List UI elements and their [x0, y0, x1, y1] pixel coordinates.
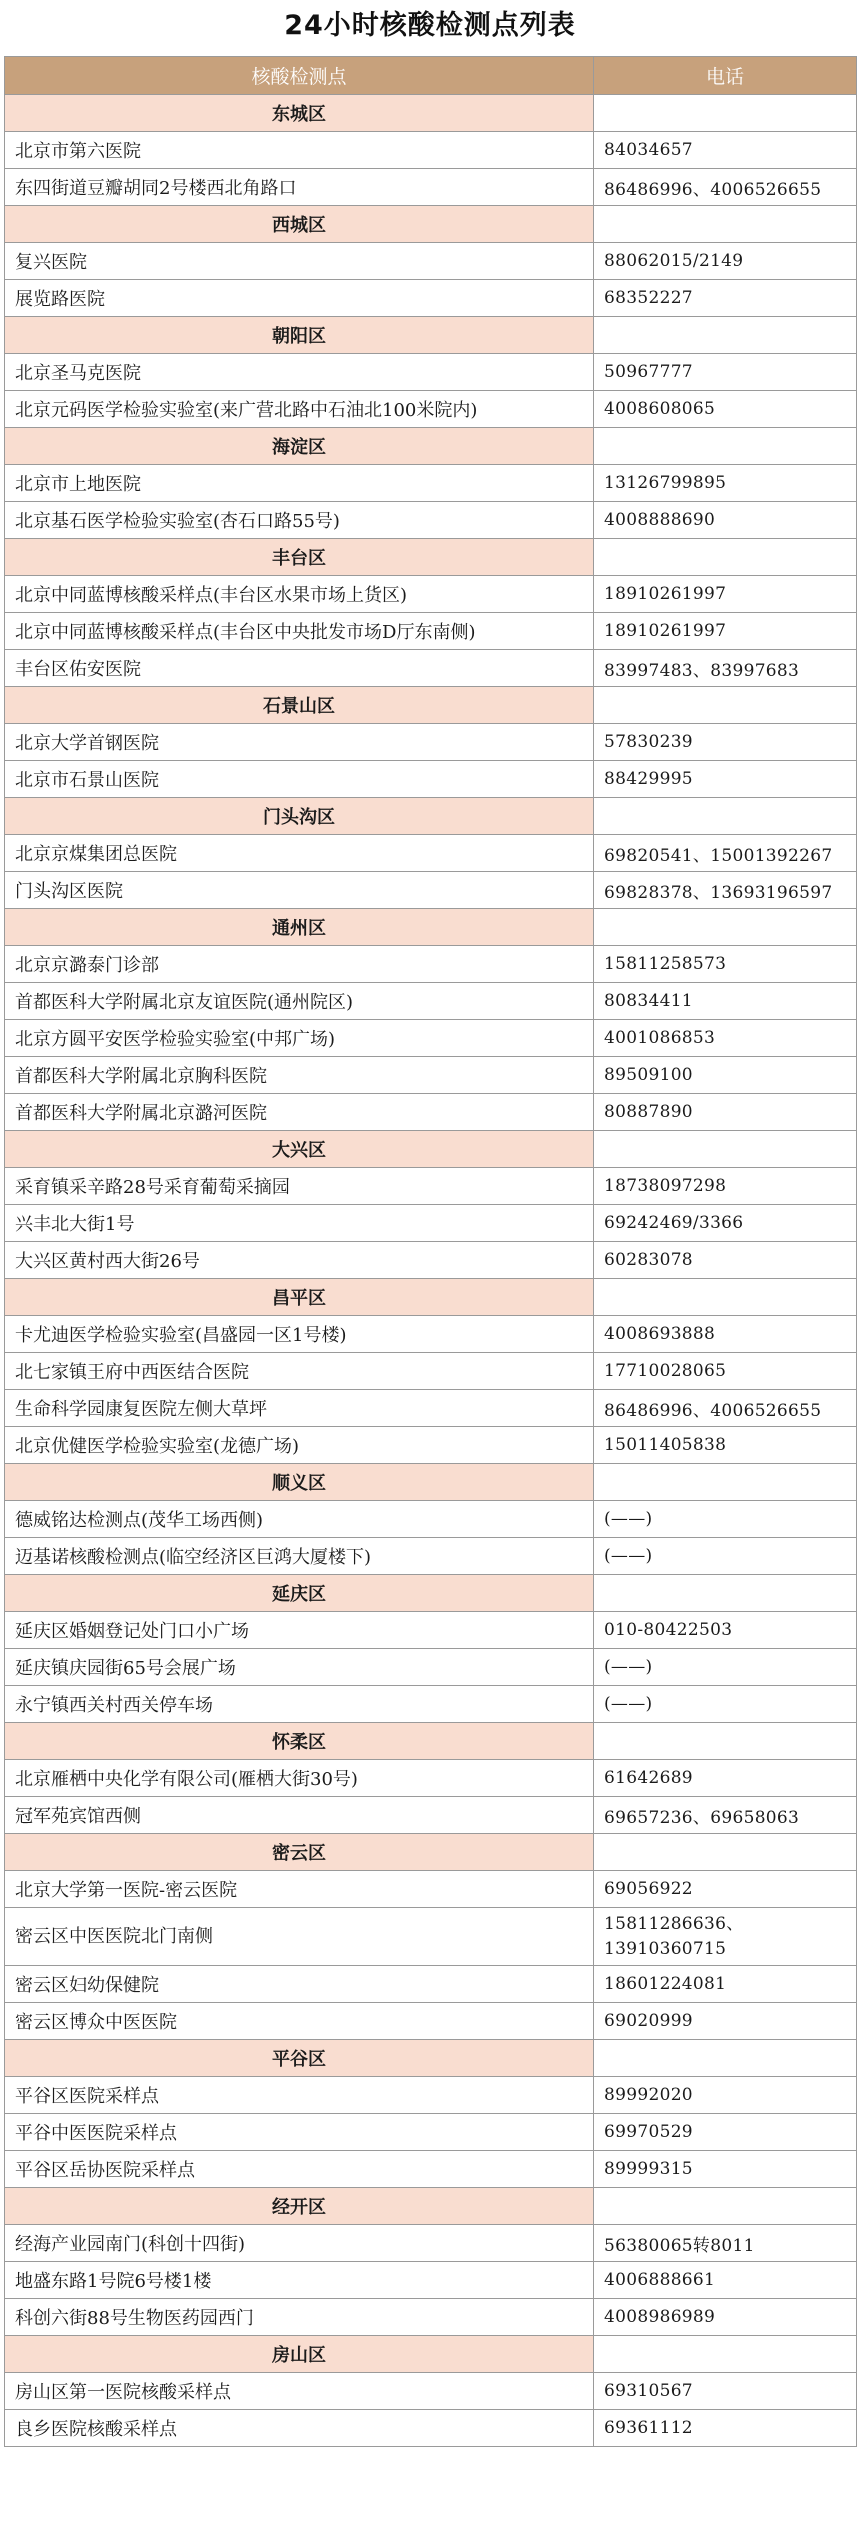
- district-name: 石景山区: [5, 687, 594, 724]
- table-row: [5, 983, 857, 1020]
- phone-cell: (——): [594, 1686, 857, 1723]
- table-row: [5, 1390, 857, 1427]
- district-phone-cell: [594, 909, 857, 946]
- table-row: [5, 502, 857, 539]
- table-row: [5, 1760, 857, 1797]
- district-row: [5, 1723, 857, 1760]
- district-name: 房山区: [5, 2336, 594, 2373]
- site-cell: 北京中同蓝博核酸采样点(丰台区中央批发市场D厅东南侧): [5, 613, 594, 650]
- site-cell: 冠军苑宾馆西侧: [5, 1797, 594, 1834]
- district-phone-cell: [594, 1723, 857, 1760]
- district-name: 丰台区: [5, 539, 594, 576]
- site-cell: 卡尤迪医学检验实验室(昌盛园一区1号楼): [5, 1316, 594, 1353]
- table-row: [5, 354, 857, 391]
- phone-cell: 83997483、83997683: [594, 650, 857, 687]
- phone-cell: 15011405838: [594, 1427, 857, 1464]
- site-cell: 北京大学第一医院-密云医院: [5, 1871, 594, 1908]
- site-cell: 延庆区婚姻登记处门口小广场: [5, 1612, 594, 1649]
- phone-cell: 89509100: [594, 1057, 857, 1094]
- table-row: [5, 2003, 857, 2040]
- district-name: 经开区: [5, 2188, 594, 2225]
- phone-cell: 4008888690: [594, 502, 857, 539]
- table-row: [5, 2410, 857, 2447]
- district-row: [5, 317, 857, 354]
- site-cell: 良乡医院核酸采样点: [5, 2410, 594, 2447]
- district-name: 昌平区: [5, 1279, 594, 1316]
- district-phone-cell: [594, 687, 857, 724]
- phone-cell: 57830239: [594, 724, 857, 761]
- header-phone: 电话: [594, 57, 857, 95]
- page-title: 24小时核酸检测点列表: [284, 10, 576, 41]
- phone-cell: 88429995: [594, 761, 857, 798]
- district-phone-cell: [594, 2188, 857, 2225]
- phone-cell: 69657236、69658063: [594, 1797, 857, 1834]
- table-header-row: [5, 57, 857, 95]
- phone-cell: (——): [594, 1538, 857, 1575]
- phone-cell: 69820541、15001392267: [594, 835, 857, 872]
- district-row: [5, 1279, 857, 1316]
- table-row: [5, 835, 857, 872]
- site-cell: 丰台区佑安医院: [5, 650, 594, 687]
- test-site-table: [4, 56, 857, 2447]
- district-row: [5, 909, 857, 946]
- phone-cell: 80887890: [594, 1094, 857, 1131]
- district-name: 西城区: [5, 206, 594, 243]
- table-body: [5, 95, 857, 2447]
- site-cell: 复兴医院: [5, 243, 594, 280]
- site-cell: 北京基石医学检验实验室(杏石口路55号): [5, 502, 594, 539]
- district-row: [5, 1464, 857, 1501]
- district-name: 通州区: [5, 909, 594, 946]
- table-row: [5, 2077, 857, 2114]
- district-name: 海淀区: [5, 428, 594, 465]
- district-row: [5, 2040, 857, 2077]
- table-row: [5, 650, 857, 687]
- district-phone-cell: [594, 2336, 857, 2373]
- phone-cell: 50967777: [594, 354, 857, 391]
- phone-cell: 69828378、13693196597: [594, 872, 857, 909]
- phone-cell: 15811286636、13910360715: [594, 1908, 857, 1966]
- district-row: [5, 1834, 857, 1871]
- table-row: [5, 2299, 857, 2336]
- table-row: [5, 132, 857, 169]
- site-cell: 北京优健医学检验实验室(龙德广场): [5, 1427, 594, 1464]
- phone-cell: 4008608065: [594, 391, 857, 428]
- table-row: [5, 872, 857, 909]
- district-row: [5, 2336, 857, 2373]
- phone-cell: 69056922: [594, 1871, 857, 1908]
- site-cell: 生命科学园康复医院左侧大草坪: [5, 1390, 594, 1427]
- table-row: [5, 1871, 857, 1908]
- district-phone-cell: [594, 95, 857, 132]
- site-cell: 展览路医院: [5, 280, 594, 317]
- phone-cell: 18601224081: [594, 1966, 857, 2003]
- table-row: [5, 1316, 857, 1353]
- site-cell: 北京大学首钢医院: [5, 724, 594, 761]
- site-cell: 密云区妇幼保健院: [5, 1966, 594, 2003]
- site-cell: 大兴区黄村西大街26号: [5, 1242, 594, 1279]
- site-cell: 北京市第六医院: [5, 132, 594, 169]
- phone-cell: 69020999: [594, 2003, 857, 2040]
- site-cell: 房山区第一医院核酸采样点: [5, 2373, 594, 2410]
- district-name: 延庆区: [5, 1575, 594, 1612]
- phone-cell: 69242469/3366: [594, 1205, 857, 1242]
- site-cell: 地盛东路1号院6号楼1楼: [5, 2262, 594, 2299]
- district-row: [5, 1575, 857, 1612]
- table-row: [5, 576, 857, 613]
- district-name: 平谷区: [5, 2040, 594, 2077]
- district-phone-cell: [594, 1575, 857, 1612]
- phone-cell: 84034657: [594, 132, 857, 169]
- table-row: [5, 1649, 857, 1686]
- phone-cell: 61642689: [594, 1760, 857, 1797]
- site-cell: 北京雁栖中央化学有限公司(雁栖大街30号): [5, 1760, 594, 1797]
- site-cell: 首都医科大学附属北京潞河医院: [5, 1094, 594, 1131]
- site-cell: 北七家镇王府中西医结合医院: [5, 1353, 594, 1390]
- district-phone-cell: [594, 798, 857, 835]
- site-cell: 密云区博众中医医院: [5, 2003, 594, 2040]
- table-row: [5, 1686, 857, 1723]
- phone-cell: 56380065转8011: [594, 2225, 857, 2262]
- header-site: 核酸检测点: [5, 57, 594, 95]
- table-row: [5, 280, 857, 317]
- site-cell: 平谷区医院采样点: [5, 2077, 594, 2114]
- site-cell: 首都医科大学附属北京友谊医院(通州院区): [5, 983, 594, 1020]
- phone-cell: 68352227: [594, 280, 857, 317]
- phone-cell: 4008693888: [594, 1316, 857, 1353]
- phone-cell: 4008986989: [594, 2299, 857, 2336]
- table-row: [5, 1612, 857, 1649]
- table-row: [5, 1908, 857, 1966]
- district-phone-cell: [594, 539, 857, 576]
- district-name: 顺义区: [5, 1464, 594, 1501]
- site-cell: 迈基诺核酸检测点(临空经济区巨鸿大厦楼下): [5, 1538, 594, 1575]
- table-row: [5, 724, 857, 761]
- district-phone-cell: [594, 2040, 857, 2077]
- phone-cell: (——): [594, 1501, 857, 1538]
- phone-cell: 4001086853: [594, 1020, 857, 1057]
- phone-cell: 15811258573: [594, 946, 857, 983]
- district-name: 怀柔区: [5, 1723, 594, 1760]
- site-cell: 门头沟区医院: [5, 872, 594, 909]
- table-row: [5, 391, 857, 428]
- table-row: [5, 946, 857, 983]
- site-cell: 北京市上地医院: [5, 465, 594, 502]
- table-row: [5, 1538, 857, 1575]
- district-row: [5, 687, 857, 724]
- phone-cell: 89999315: [594, 2151, 857, 2188]
- table-row: [5, 1020, 857, 1057]
- table-row: [5, 169, 857, 206]
- table-row: [5, 465, 857, 502]
- site-cell: 永宁镇西关村西关停车场: [5, 1686, 594, 1723]
- table-row: [5, 243, 857, 280]
- table-row: [5, 1966, 857, 2003]
- phone-cell: 60283078: [594, 1242, 857, 1279]
- district-phone-cell: [594, 428, 857, 465]
- phone-cell: 89992020: [594, 2077, 857, 2114]
- table-row: [5, 1094, 857, 1131]
- site-cell: 北京京潞泰门诊部: [5, 946, 594, 983]
- phone-cell: 4006888661: [594, 2262, 857, 2299]
- district-phone-cell: [594, 1464, 857, 1501]
- district-row: [5, 1131, 857, 1168]
- table-row: [5, 1353, 857, 1390]
- district-name: 大兴区: [5, 1131, 594, 1168]
- table-row: [5, 2151, 857, 2188]
- phone-cell: 86486996、4006526655: [594, 169, 857, 206]
- district-phone-cell: [594, 206, 857, 243]
- phone-cell: 69970529: [594, 2114, 857, 2151]
- district-row: [5, 428, 857, 465]
- district-phone-cell: [594, 317, 857, 354]
- site-cell: 德威铭达检测点(茂华工场西侧): [5, 1501, 594, 1538]
- table-row: [5, 1242, 857, 1279]
- district-row: [5, 798, 857, 835]
- site-cell: 密云区中医医院北门南侧: [5, 1908, 594, 1966]
- site-cell: 经海产业园南门(科创十四街): [5, 2225, 594, 2262]
- district-phone-cell: [594, 1131, 857, 1168]
- district-name: 东城区: [5, 95, 594, 132]
- site-cell: 北京方圆平安医学检验实验室(中邦广场): [5, 1020, 594, 1057]
- site-cell: 平谷中医医院采样点: [5, 2114, 594, 2151]
- phone-cell: (——): [594, 1649, 857, 1686]
- site-cell: 北京中同蓝博核酸采样点(丰台区水果市场上货区): [5, 576, 594, 613]
- table-row: [5, 2373, 857, 2410]
- site-cell: 首都医科大学附属北京胸科医院: [5, 1057, 594, 1094]
- table-row: [5, 1168, 857, 1205]
- table-row: [5, 2225, 857, 2262]
- phone-cell: 010-80422503: [594, 1612, 857, 1649]
- phone-cell: 69310567: [594, 2373, 857, 2410]
- district-row: [5, 2188, 857, 2225]
- phone-cell: 18910261997: [594, 576, 857, 613]
- site-cell: 延庆镇庆园街65号会展广场: [5, 1649, 594, 1686]
- phone-cell: 88062015/2149: [594, 243, 857, 280]
- district-name: 朝阳区: [5, 317, 594, 354]
- site-cell: 东四街道豆瓣胡同2号楼西北角路口: [5, 169, 594, 206]
- district-name: 门头沟区: [5, 798, 594, 835]
- district-row: [5, 206, 857, 243]
- district-row: [5, 539, 857, 576]
- table-row: [5, 1205, 857, 1242]
- phone-cell: 80834411: [594, 983, 857, 1020]
- site-cell: 采育镇采辛路28号采育葡萄采摘园: [5, 1168, 594, 1205]
- site-cell: 北京元码医学检验实验室(来广营北路中石油北100米院内): [5, 391, 594, 428]
- table-row: [5, 2114, 857, 2151]
- table-row: [5, 1797, 857, 1834]
- table-row: [5, 761, 857, 798]
- table-row: [5, 1501, 857, 1538]
- site-cell: 平谷区岳协医院采样点: [5, 2151, 594, 2188]
- phone-cell: 86486996、4006526655: [594, 1390, 857, 1427]
- site-cell: 北京京煤集团总医院: [5, 835, 594, 872]
- phone-cell: 17710028065: [594, 1353, 857, 1390]
- site-cell: 北京市石景山医院: [5, 761, 594, 798]
- phone-cell: 18910261997: [594, 613, 857, 650]
- table-row: [5, 2262, 857, 2299]
- phone-cell: 18738097298: [594, 1168, 857, 1205]
- table-row: [5, 1427, 857, 1464]
- table-row: [5, 613, 857, 650]
- phone-cell: 13126799895: [594, 465, 857, 502]
- district-phone-cell: [594, 1834, 857, 1871]
- site-cell: 科创六街88号生物医药园西门: [5, 2299, 594, 2336]
- district-name: 密云区: [5, 1834, 594, 1871]
- district-phone-cell: [594, 1279, 857, 1316]
- table-row: [5, 1057, 857, 1094]
- site-cell: 北京圣马克医院: [5, 354, 594, 391]
- district-row: [5, 95, 857, 132]
- site-cell: 兴丰北大街1号: [5, 1205, 594, 1242]
- phone-cell: 69361112: [594, 2410, 857, 2447]
